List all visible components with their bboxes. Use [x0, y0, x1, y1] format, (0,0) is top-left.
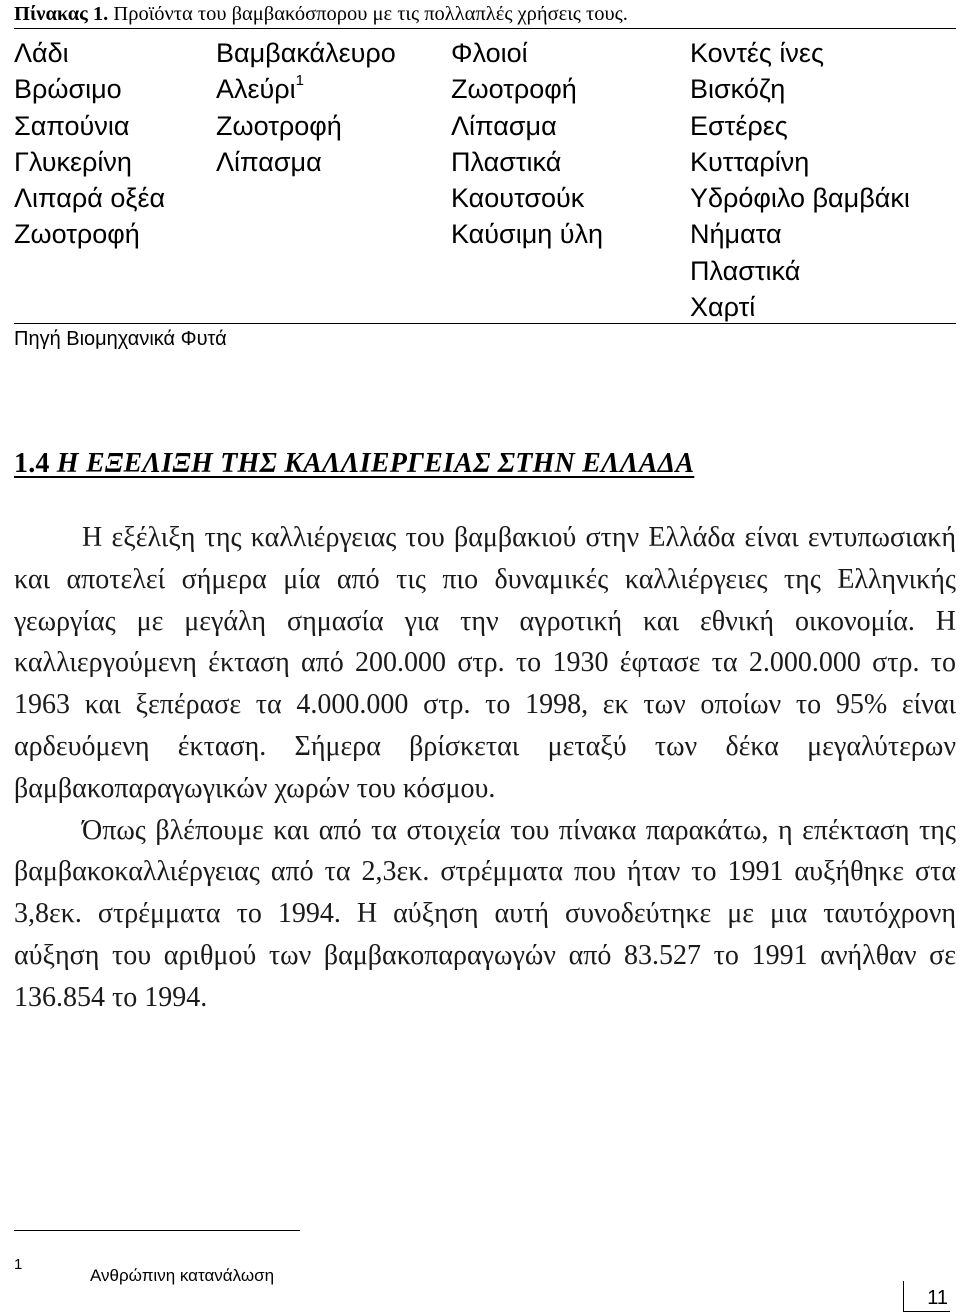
table-cell: Ζωοτροφή	[216, 110, 342, 141]
footnote-reference: 1	[295, 72, 305, 90]
table-cell: Καουτσούκ	[451, 183, 585, 214]
footnote-marker: 1	[14, 1256, 23, 1273]
table-cell: Πλαστικά	[451, 146, 562, 177]
page-number: 11	[903, 1281, 950, 1312]
table-cell: Βρώσιμο	[14, 74, 122, 105]
table-cell: Βισκόζη	[690, 74, 786, 105]
table-cell: Ζωοτροφή	[14, 219, 140, 250]
table-cell: Λίπασμα	[451, 110, 557, 141]
table-column-hulls	[451, 35, 603, 253]
table-cell: Λιπαρά οξέα	[14, 183, 166, 214]
section-heading	[14, 448, 694, 480]
table-cell: Σαπούνια	[14, 110, 130, 141]
paragraph: Η εξέλιξη της καλλιέργειας του βαμβακιού στην Ελλάδα είναι εντυπωσιακή και αποτελεί σήμερα μία από τις πιο δυναμικές καλλιέργειες της Ελληνικής γεωργίας με μεγάλη σημασία για την αγροτική και εθνική οικονομία. Η καλλιεργούμενη έκταση από 200.000 στρ. το 1930 έφτασε τα 2.000.000 στρ. το 1963 και ξεπέρασε τα 4.000.000 στρ. το 1998, εκ των οποίων το 95% είναι αρδευόμενη έκταση. Σήμερα βρίσκεται μεταξύ των δέκα μεγαλύτερων βαμβακοπαραγωγικών χωρών του κόσμου.	[14, 522, 956, 804]
table-cell-with-footnote	[216, 71, 396, 107]
table-column-linters	[690, 35, 910, 325]
table-cell-text: Αλεύρι	[216, 74, 296, 105]
table-cell: Κυτταρίνη	[690, 146, 810, 177]
table-cell: Νήματα	[690, 219, 782, 250]
table-cell: Κοντές ίνες	[690, 38, 824, 68]
products-table	[14, 28, 956, 324]
table-cell: Υδρόφιλο βαμβάκι	[690, 183, 910, 214]
table-cell: Ζωοτροφή	[451, 74, 577, 105]
section-number: 1.4	[14, 448, 50, 479]
table-cell: Γλυκερίνη	[14, 146, 132, 177]
table-source: Πηγή Βιομηχανικά Φυτά	[14, 328, 227, 350]
table-caption	[14, 2, 628, 26]
body-text	[14, 517, 956, 1019]
table-cell: Πλαστικά	[690, 255, 801, 286]
caption-text: Προϊόντα του βαμβακόσπορου με τις πολλαπλές χρήσεις τους.	[108, 3, 628, 25]
table-cell: Λάδι	[14, 38, 69, 68]
caption-label: Πίνακας 1.	[14, 3, 109, 25]
table-column-oil	[14, 35, 165, 253]
table-cell: Βαμβακάλευρο	[216, 38, 396, 68]
table-cell: Καύσιμη ύλη	[451, 219, 604, 250]
footnote-text: Ανθρώπινη κατανάλωση	[90, 1266, 275, 1285]
section-title: Η ΕΞΕΛΙΞΗ ΤΗΣ ΚΑΛΛΙΕΡΓΕΙΑΣ ΣΤΗΝ ΕΛΛΑΔΑ	[49, 448, 695, 479]
table-column-meal	[216, 35, 396, 180]
table-cell: Φλοιοί	[451, 38, 528, 68]
paragraph: Όπως βλέπουμε και από τα στοιχεία του πίνακα παρακάτω, η επέκταση της βαμβακοκαλλιέργειας από τα 2,3εκ. στρέμματα που ήταν το 1991 αυξήθηκε στα 3,8εκ. στρέμματα το 1994. Η αύξηση αυτή συνοδεύτηκε με μια ταυτόχρονη αύξηση του αριθμού των βαμβακοπαραγωγών από 83.527 το 1991 ανήλθαν σε 136.854 το 1994.	[14, 814, 956, 1013]
table-cell: Χαρτί	[690, 292, 756, 323]
table-cell: Εστέρες	[690, 110, 788, 141]
table-cell: Λίπασμα	[216, 146, 322, 177]
footnote-divider	[14, 1230, 300, 1231]
